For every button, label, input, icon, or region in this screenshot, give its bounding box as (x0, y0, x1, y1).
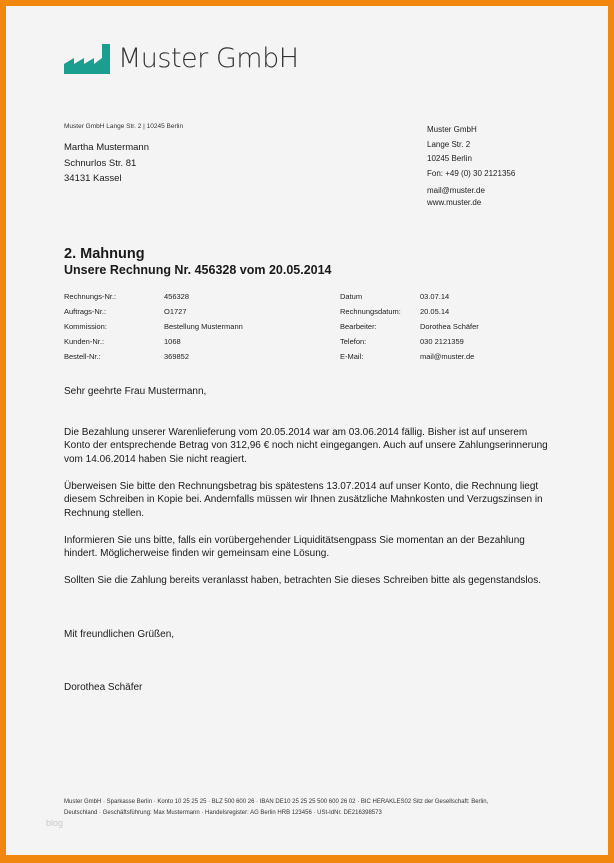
details-label: Datum (340, 292, 363, 301)
company-phone: Fon: +49 (0) 30 2121356 (427, 168, 516, 178)
sender-return-address: Muster GmbH Lange Str. 2 | 10245 Berlin (64, 123, 184, 130)
details-label: Kommission: (64, 322, 107, 331)
footer-line: Muster GmbH · Sparkasse Berlin · Konto 10 25 25 25 · BLZ 500 600 26 · IBAN DE10 25 25 25 500 600 26 02 · BIC HERAKLES02 Sitz der Gesellschaft: Berlin, (64, 799, 489, 805)
details-value: mail@muster.de (420, 352, 475, 361)
details-label: Kunden-Nr.: (64, 337, 105, 346)
footer-line: Deutschland · Geschäftsführung: Max Mustermann · Handelsregister: AG Berlin HRB 123456 · USt-IdNr. DE216398573 (64, 809, 382, 816)
letter-body (64, 385, 554, 708)
details-label: Rechnungs-Nr.: (64, 292, 117, 301)
company-info (427, 123, 515, 209)
details-value: 456328 (164, 292, 190, 301)
details-row (64, 349, 479, 364)
details-row (64, 334, 479, 349)
company-line: Muster GmbH (427, 125, 477, 134)
details-label: E-Mail: (340, 352, 364, 361)
body-paragraph: Die Bezahlung unserer Warenlieferung vom 20.05.2014 war am 03.06.2014 fällig. Bisher ist auf unserem Konto der entsprechende Betrag von 312,96 € noch nicht eingegangen. Auch auf unsere Zahlungserinnerung vom 14.06.2014 haben Sie nicht reagiert. (64, 426, 548, 465)
title-heading: 2. Mahnung (64, 246, 145, 262)
company-line: Lange Str. 2 (427, 139, 471, 149)
recipient-street: Schnurlos Str. 81 (64, 157, 137, 169)
details-label: Bearbeiter: (340, 322, 377, 331)
body-paragraph: Überweisen Sie bitte den Rechnungsbetrag bis spätestens 13.07.2014 auf unser Konto, die Rechnung liegt diesem Schreiben in Kopie bei. Andernfalls müssen wir Ihnen zusätzliche Mahnkosten und Verzugszinsen in Rechnung stellen. (64, 480, 543, 519)
footer (64, 797, 544, 818)
company-logo (64, 43, 299, 74)
salutation: Sehr geehrte Frau Mustermann, (64, 386, 207, 397)
details-value: Bestellung Mustermann (164, 322, 243, 331)
title-subheading: Unsere Rechnung Nr. 456328 vom 20.05.2014 (64, 263, 332, 277)
watermark: blog (46, 818, 64, 828)
company-name: Muster GmbH (118, 43, 299, 74)
letter-title (64, 246, 332, 277)
body-paragraph: Sollten Sie die Zahlung bereits veranlasst haben, betrachten Sie dieses Schreiben bitte als gegenstandslos. (64, 575, 541, 586)
details-value: 369852 (164, 352, 190, 361)
details-value: 1068 (164, 337, 181, 346)
details-row (64, 289, 479, 304)
company-email: mail@muster.de (427, 186, 485, 195)
invoice-details-table (64, 289, 479, 364)
details-value: O1727 (164, 307, 187, 316)
closing: Mit freundlichen Grüßen, (64, 628, 175, 640)
details-label: Auftrags-Nr.: (64, 307, 107, 316)
details-label: Telefon: (340, 337, 367, 346)
factory-icon (64, 44, 110, 74)
signature-name: Dorothea Schäfer (64, 682, 143, 693)
details-value: Dorothea Schäfer (420, 322, 479, 331)
details-value: 030 2121359 (420, 337, 464, 346)
company-line: 10245 Berlin (427, 154, 472, 163)
details-row (64, 304, 479, 319)
company-website: www.muster.de (427, 198, 482, 207)
recipient-name: Martha Mustermann (64, 142, 150, 153)
details-label: Bestell-Nr.: (64, 352, 101, 361)
recipient-address (64, 140, 149, 187)
recipient-city: 34131 Kassel (64, 173, 122, 184)
details-row (64, 319, 479, 334)
details-label: Rechnungsdatum: (340, 307, 401, 316)
details-value: 20.05.14 (420, 307, 450, 316)
body-paragraph: Informieren Sie uns bitte, falls ein vorübergehender Liquiditätsengpass Sie momentan an der Bezahlung hindert. Möglicherweise finden wir gemeinsam eine Lösung. (64, 534, 525, 559)
details-value: 03.07.14 (420, 292, 450, 301)
